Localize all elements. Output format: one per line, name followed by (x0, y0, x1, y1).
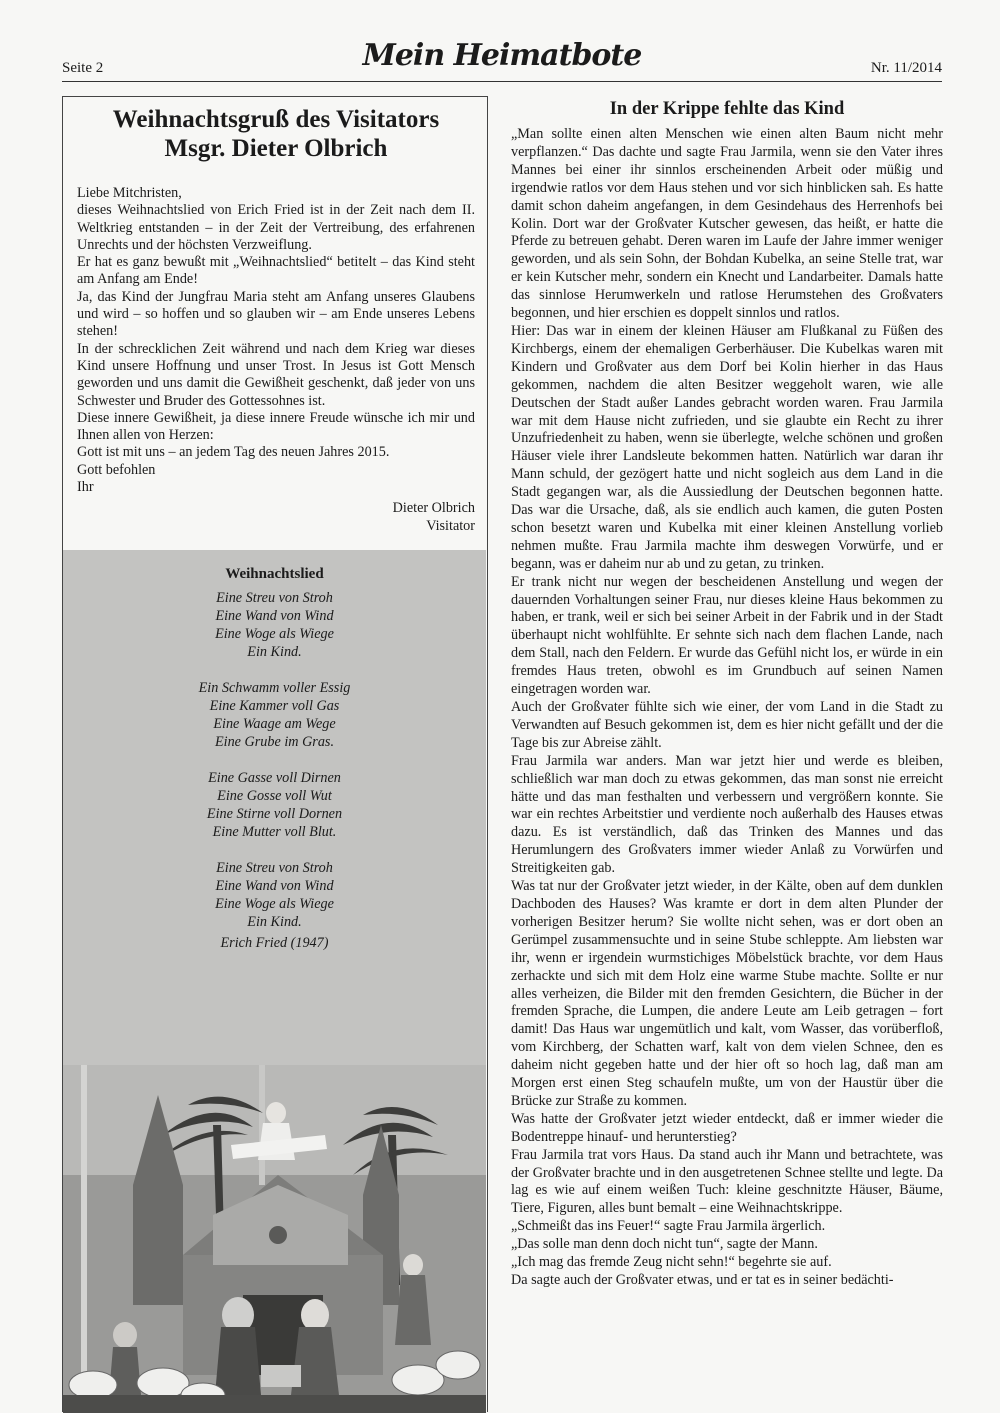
article-column (511, 96, 943, 1290)
article-paragraph: Frau Jarmila war anders. Man war jetzt hier und werde es bleiben, schließlich war man doch zu etwas gekommen, das man sonst nie erreicht hätte und das man festhalten und verbessern und vergrößern konnte. Sie war ein rechtes Arbeitstier und verdiente noch außerhalb des Hauses etwas dazu. Es ist verständlich, daß das Trinken des Mannes und das Herumlungern des Großvaters immer wieder Anlaß zu Vorwürfen und Streitigkeiten gab. (511, 752, 943, 877)
nativity-scene-illustration (63, 1065, 486, 1413)
greeting-paragraph: Gott befohlen (77, 461, 156, 478)
greeting-title-line2: Msgr. Dieter Olbrich (164, 135, 388, 162)
nativity-photo (63, 1065, 486, 1413)
greeting-column (62, 96, 488, 1412)
greeting-paragraph: Liebe Mitchristen, (77, 185, 182, 201)
poem-title: Weihnachtslied (225, 566, 324, 582)
signature-role: Visitator (426, 517, 475, 534)
greeting-paragraph: dieses Weihnachtslied von Erich Fried ist in der Zeit nach dem II. Weltkrieg entstanden – in der Zeit der Vertreibung, des erfahrenen Unrechts und der höchsten Verzweiflung. (77, 202, 475, 253)
greeting-paragraph: Diese innere Gewißheit, ja diese innere Freude wünsche ich mir und Ihnen allen von Herzen: (77, 409, 475, 444)
poem-line: Eine Wand von Wind (215, 608, 334, 624)
poem-line: Eine Woge als Wiege (215, 896, 334, 912)
poem-stanza (63, 589, 486, 661)
poem-stanza (63, 769, 486, 841)
poem-author: Erich Fried (1947) (220, 935, 329, 951)
greeting-title-line1: Weihnachtsgruß des Visitators (112, 106, 440, 133)
poem-line: Eine Gasse voll Dirnen (208, 770, 341, 786)
article-paragraph: Was tat nur der Großvater jetzt wieder, in der Kälte, oben auf dem dunklen Dachboden des Hauses? Was kramte er dort in dem alten Plunder der vorherigen Besitzer herum? Sie wollte nicht sehen, was er dort oben an Gerümpel zusammensuchte und in seine Stube schleppte. Am liebsten war ihr, wenn er irgendein wurmstichiges Möbelstück brachte, vor dem Haus zerhackte und sich mit dem Holz eine warme Stube machte. Sollte er nur alles verheizen, die Bilder mit den fremden Gesichtern, die Bücher in der fremden Sprache, die Lumpen, die andere Leute am Leib getragen – fort damit! Das Haus war ungemütlich und kalt, vom Wasser, das vorüberfloß, vom Kirchberg, der Schatten warf, kalt von dem vielen Schnee, den es daheim nicht gegeben hatte und der hier oft so hoch lag, daß man am Morgen erst einen Steg schaufeln mußte, um von der Haustür über die Brücke zur Straße zu kommen. (511, 878, 943, 1109)
article-paragraph: Was hatte der Großvater jetzt wieder entdeckt, daß er immer wieder die Bodentreppe hinauf- und herunterstieg? (511, 1110, 943, 1145)
poem-box (63, 550, 486, 1065)
poem-line: Ein Kind. (247, 914, 302, 930)
greeting-body (77, 185, 475, 496)
article-paragraph: Hier: Das war in einem der kleinen Häuser am Flußkanal zu Füßen des Kirchbergs, einem der ehemaligen Gerberhäuser. Die Kubelkas waren mit Kindern und Großvater aus dem Dorf bei Kolin hierher in das Haus gekommen, nachdem die alten Besitzer weggeholt waren, wie alle Deutschen der Stadt außer Landes gebracht worden waren. Frau Jarmila war mit dem Hause nicht zufrieden, und sie glaubte ein Recht zu ihrer Unzufriedenheit zu haben, wenn sie überlegte, welche schönen und großen Häuser viele ihrer Landsleute bekommen hatten. Natürlich war daran ihr Mann schuld, der gezögert hatte und nicht sogleich aus dem Land in die Stadt gegangen war, als die Aussiedlung der Deutschen begonnen hatte. Das war die Ursache, daß, als sie endlich auch kamen, die guten Posten schon besetzt waren und Kubelka mit einer kleinen Anstellung vorlieb nehmen mußte. Frau Jarmila machte ihm deswegen Vorwürfe, und er begann, was er daheim nur ab und zu getan, zu trinken. (511, 322, 943, 572)
page-number: Seite 2 (62, 60, 104, 76)
poem-line: Eine Grube im Gras. (214, 734, 334, 750)
article-paragraph: Auch der Großvater fühlte sich wie einer, der vom Land in die Stadt zu Verwandten auf Besuch gekommen ist, dem es hier nicht gefällt und der die Tage bis zur Abreise zählt. (511, 699, 943, 751)
article-paragraph: Er trank nicht nur wegen der bescheidenen Anstellung und wegen der dauernden Vorhaltungen seiner Frau, nur dieses kleine Haus bekommen zu haben, er trank, weil er sich bei seiner Arbeit in der Fabrik und in der Stadt überhaupt nicht wohlfühlte. Er sehnte sich nach dem flachen Lande, nach dem Stall, nach den Feldern. Er wurde das Gefühl nicht los, er würde in ein fremdes Haus treten, obwohl es im Grundbuch auf seinen Namen eingetragen worden war. (511, 573, 943, 698)
greeting-paragraph: Gott ist mit uns – an jedem Tag des neuen Jahres 2015. (77, 444, 390, 461)
greeting-paragraph: Er hat es ganz bewußt mit „Weihnachtslied“ betitelt – das Kind steht am Anfang am Ende! (77, 254, 475, 288)
poem-stanza (63, 859, 486, 931)
article-body (511, 126, 943, 1290)
greeting-paragraph: Ihr (77, 479, 94, 496)
poem-line: Eine Woge als Wiege (215, 626, 334, 642)
poem-line: Eine Streu von Stroh (216, 590, 333, 606)
article-paragraph: Da sagte auch der Großvater etwas, und er tat es in seiner bedächti- (511, 1272, 894, 1288)
poem-line: Eine Gosse voll Wut (217, 788, 332, 804)
article-paragraph: Frau Jarmila trat vors Haus. Da stand auch ihr Mann und betrachtete, was der Großvater brachte und in den ausgetretenen Schnee stellte und legte. Da lag es wie auf einem weißen Tuch: kleine geschnitzte Häuser, Bäume, Tiere, Figuren, alles bunt bemalt – eine Weihnachtskrippe. (511, 1146, 943, 1217)
article-paragraph: „Man sollte einen alten Menschen wie einen alten Baum nicht mehr verpflanzen.“ Das dachte und sagte Frau Jarmila, wenn sie den Vater ihres Mannes bei einer ihr sinnlos erscheinenden Arbeit oder müßig und irgendwie ratlos vor dem Haus stehen und vor sich hinblicken sah. Es hatte damit schon daheim angefangen, in dem Gesindehaus des Herrenhofs bei Kolin. Dort war der Großvater Kutscher gewesen, das heißt, er hatte die Pferde zu betreuen gehabt. Deren waren im Laufe der Jahre immer weniger geworden, und als sein Sohn, der Bohdan Kubelka, an seine Stelle trat, war er kein Kutscher mehr, sondern ein Knecht und Landarbeiter. Damals hatte das sinnlose Herumwerkeln und ratlose Herumstehen des Großvaters begonnen, und hier erschien es doppelt sinnlos und ratlos. (511, 126, 943, 322)
article-paragraph: „Das solle man denn doch nicht tun“, sagte der Mann. (511, 1236, 818, 1253)
header-rule (62, 81, 942, 82)
poem-line: Eine Mutter voll Blut. (212, 824, 337, 840)
poem-line: Eine Stirne voll Dornen (206, 806, 343, 822)
greeting-title (77, 105, 475, 163)
article-paragraph: „Schmeißt das ins Feuer!“ sagte Frau Jarmila ärgerlich. (511, 1218, 826, 1235)
poem-stanza (63, 679, 486, 751)
greeting-section (63, 97, 487, 535)
issue-number: Nr. 11/2014 (870, 60, 942, 76)
page-header (62, 38, 942, 84)
poem-line: Ein Schwamm voller Essig (198, 680, 351, 696)
greeting-paragraph: Ja, das Kind der Jungfrau Maria steht am Anfang unseres Glaubens und wird – so hoffen und so glauben wir – am Ende unseres Lebens stehen! (77, 288, 475, 340)
signature (77, 500, 475, 535)
poem-line: Eine Waage am Wege (213, 716, 336, 732)
poem-line: Eine Wand von Wind (215, 878, 334, 894)
signature-name: Dieter Olbrich (392, 500, 475, 517)
article-title: In der Krippe fehlte das Kind (609, 99, 845, 119)
greeting-paragraph: In der schrecklichen Zeit während und nach dem Krieg war dieses Kind unsere Hoffnung und unser Trost. In Jesus ist Gott Mensch geworden und uns damit die Gewißheit geschenkt, daß jeder von uns Schwester und Bruder des Gottessohnes ist. (77, 340, 475, 409)
article-paragraph: „Ich mag das fremde Zeug nicht sehn!“ begehrte sie auf. (511, 1254, 832, 1271)
masthead-logo: Mein Heimatbote (362, 38, 642, 73)
poem-line: Ein Kind. (247, 644, 302, 660)
poem-line: Eine Kammer voll Gas (209, 698, 340, 714)
poem-line: Eine Streu von Stroh (216, 860, 333, 876)
